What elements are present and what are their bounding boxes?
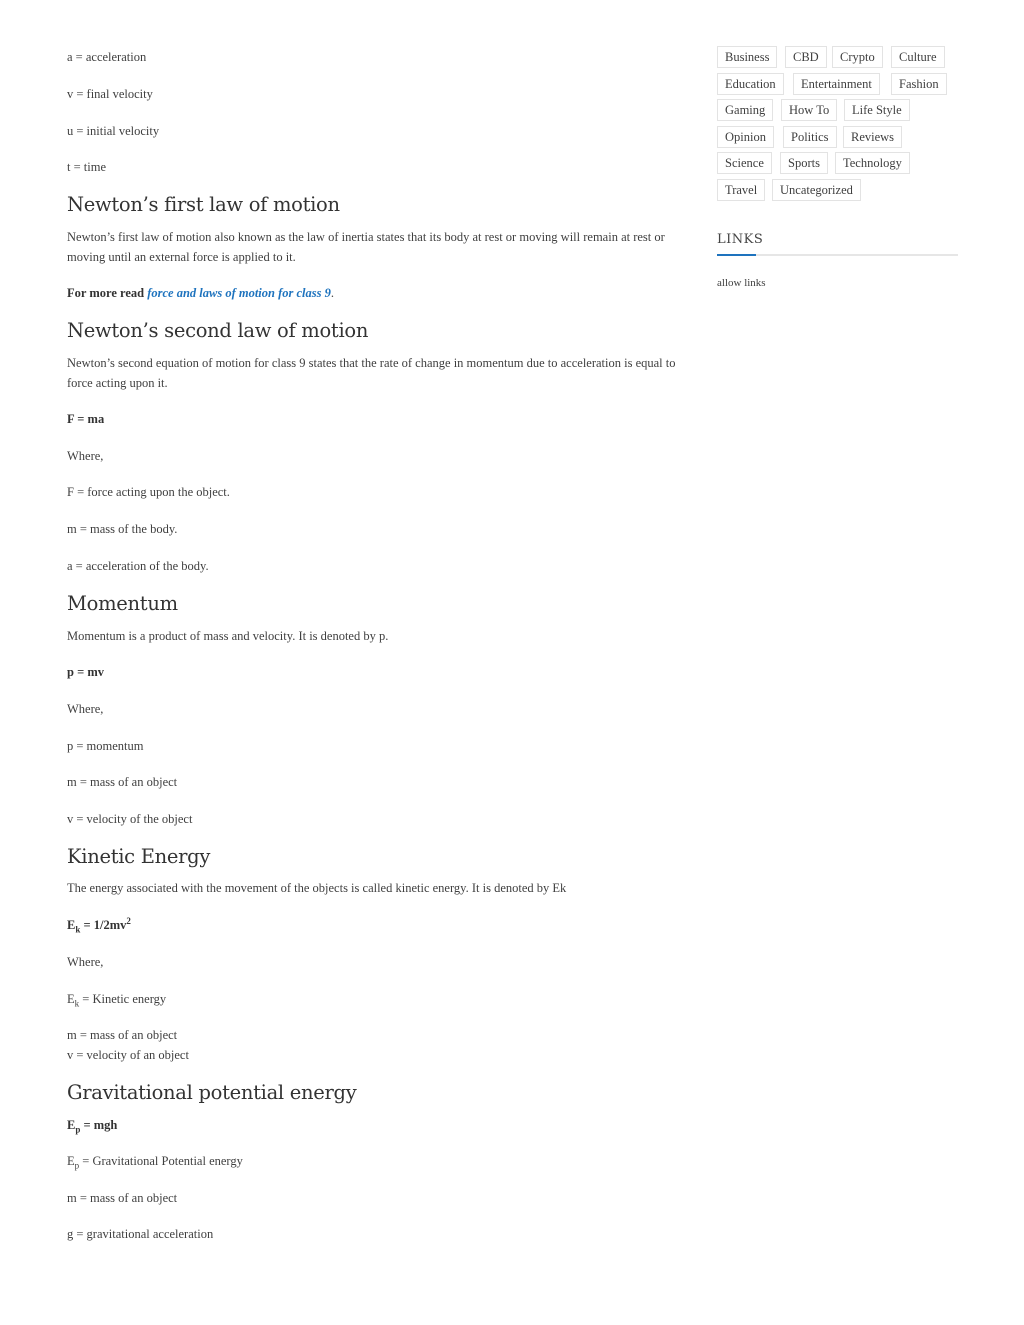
formula-kinetic-energy bbox=[67, 915, 131, 935]
tag-politics[interactable]: Politics bbox=[783, 126, 837, 148]
ek-subscript: k bbox=[75, 924, 81, 935]
definition-velocity-object-2: v = velocity of an object bbox=[67, 1048, 189, 1062]
more-read-line bbox=[67, 283, 334, 303]
heading-momentum: Momentum bbox=[67, 592, 178, 615]
ep-def-symbol: E bbox=[67, 1154, 75, 1168]
heading-gravitational-potential-energy: Gravitational potential energy bbox=[67, 1081, 357, 1104]
definition-velocity-object: v = velocity of the object bbox=[67, 812, 193, 826]
definition-mass-object-3: m = mass of an object bbox=[67, 1191, 178, 1205]
ep-def-subscript: p bbox=[74, 1160, 80, 1171]
ek-def-rest: = Kinetic energy bbox=[79, 992, 167, 1006]
paragraph-second-law: Newton’s second equation of motion for class 9 states that the rate of change in momentum due to acceleration is equal to force acting upon it. bbox=[67, 356, 676, 390]
definition-final-velocity: v = final velocity bbox=[67, 87, 153, 101]
definition-force: F = force acting upon the object. bbox=[67, 485, 230, 499]
tag-uncategorized[interactable]: Uncategorized bbox=[772, 179, 861, 201]
heading-kinetic-energy: Kinetic Energy bbox=[67, 845, 211, 868]
definition-kinetic-energy bbox=[67, 989, 166, 1009]
where-label: Where, bbox=[67, 449, 104, 463]
tag-science[interactable]: Science bbox=[717, 152, 772, 174]
definition-time: t = time bbox=[67, 160, 106, 174]
tag-travel[interactable]: Travel bbox=[717, 179, 765, 201]
ek-def-subscript: k bbox=[74, 998, 80, 1009]
tag-sports[interactable]: Sports bbox=[780, 152, 828, 174]
formula-potential-energy-text bbox=[67, 1118, 118, 1135]
tag-cbd[interactable]: CBD bbox=[785, 46, 827, 68]
paragraph-momentum: Momentum is a product of mass and velocity. It is denoted by p. bbox=[67, 629, 389, 643]
tag-life-style[interactable]: Life Style bbox=[844, 99, 910, 121]
definition-acceleration: a = acceleration bbox=[67, 50, 147, 64]
tag-gaming[interactable]: Gaming bbox=[717, 99, 773, 121]
definition-momentum: p = momentum bbox=[67, 739, 144, 753]
where-label: Where, bbox=[67, 955, 104, 969]
formula-f-ma-text: F = ma bbox=[67, 412, 105, 426]
formula-kinetic-energy-text bbox=[67, 915, 131, 935]
links-widget-title: LINKS bbox=[717, 232, 764, 247]
definition-mass-object-2: m = mass of an object bbox=[67, 1028, 178, 1042]
ep-subscript: p bbox=[75, 1124, 81, 1135]
definition-gravitational-acceleration: g = gravitational acceleration bbox=[67, 1227, 214, 1241]
tag-technology[interactable]: Technology bbox=[835, 152, 910, 174]
formula-p-mv bbox=[67, 662, 104, 682]
allow-links-link[interactable]: allow links bbox=[717, 277, 766, 289]
definition-potential-energy bbox=[67, 1151, 243, 1171]
tag-how-to[interactable]: How To bbox=[781, 99, 837, 121]
tag-fashion[interactable]: Fashion bbox=[891, 73, 947, 95]
tag-business[interactable]: Business bbox=[717, 46, 777, 68]
where-label: Where, bbox=[67, 702, 104, 716]
force-and-laws-link[interactable]: force and laws of motion for class 9 bbox=[147, 286, 331, 300]
paragraph-kinetic-energy: The energy associated with the movement of the objects is called kinetic energy. It is denoted by Ek bbox=[67, 881, 567, 895]
ek-superscript: 2 bbox=[126, 915, 131, 926]
tag-opinion[interactable]: Opinion bbox=[717, 126, 774, 148]
more-read-prefix: For more read bbox=[67, 286, 148, 300]
formula-p-mv-text: p = mv bbox=[67, 665, 104, 679]
definition-initial-velocity: u = initial velocity bbox=[67, 124, 160, 138]
ep-rhs: = mgh bbox=[80, 1118, 118, 1132]
ep-def-rest: = Gravitational Potential energy bbox=[79, 1154, 243, 1168]
ep-symbol: E bbox=[67, 1118, 76, 1132]
tag-entertainment[interactable]: Entertainment bbox=[793, 73, 880, 95]
tag-reviews[interactable]: Reviews bbox=[843, 126, 902, 148]
definition-acceleration-body: a = acceleration of the body. bbox=[67, 559, 209, 573]
ek-symbol: E bbox=[67, 918, 76, 932]
ek-rhs: = 1/2mv bbox=[80, 918, 127, 932]
more-read-suffix: . bbox=[330, 286, 335, 300]
tag-culture[interactable]: Culture bbox=[891, 46, 945, 68]
ek-def-symbol: E bbox=[67, 992, 75, 1006]
tag-crypto[interactable]: Crypto bbox=[832, 46, 883, 68]
formula-f-ma bbox=[67, 409, 104, 429]
heading-second-law: Newton’s second law of motion bbox=[67, 319, 369, 342]
definition-mass-body: m = mass of the body. bbox=[67, 522, 178, 536]
paragraph-first-law: Newton’s first law of motion also known as the law of inertia states that its body at rest or moving will remain at rest or moving until an external force is applied to it. bbox=[67, 230, 665, 264]
widget-title-accent bbox=[717, 254, 756, 256]
definition-mass-object: m = mass of an object bbox=[67, 775, 178, 789]
heading-first-law: Newton’s first law of motion bbox=[67, 193, 340, 216]
tag-education[interactable]: Education bbox=[717, 73, 784, 95]
formula-potential-energy bbox=[67, 1115, 117, 1135]
